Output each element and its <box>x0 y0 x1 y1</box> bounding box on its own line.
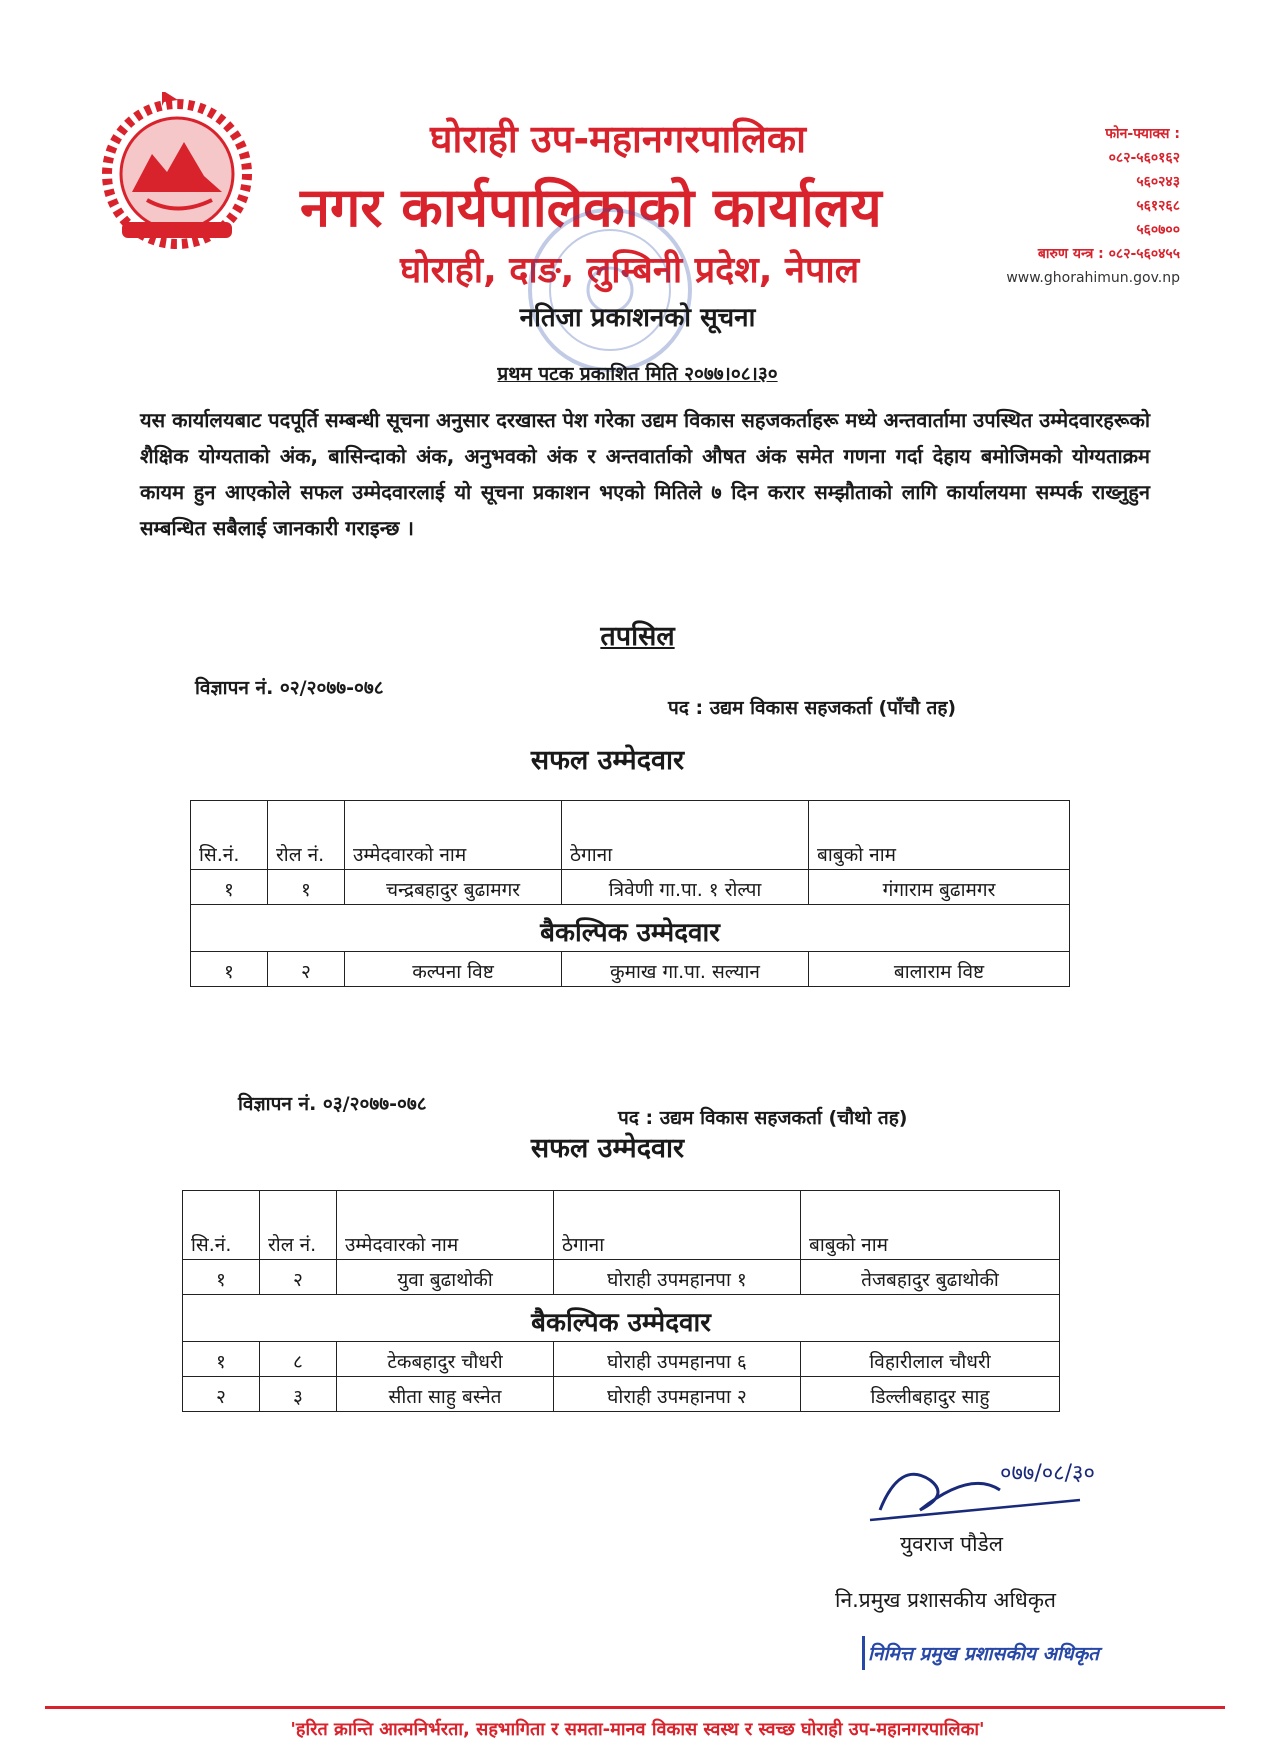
post-title: पद : उद्यम विकास सहजकर्ता (चौथो तह) <box>618 1107 908 1129</box>
successful-heading: सफल उम्मेदवार <box>530 1133 685 1164</box>
published-date <box>0 360 1275 386</box>
footer-slogan: 'हरित क्रान्ति आत्मनिर्भरता, सहभागिता र समता-मानव विकास स्वस्थ र स्वच्छ घोराही उप-महानगरपालिका' <box>290 1719 985 1740</box>
cell-serial: १ <box>183 1342 260 1377</box>
advertisement-number: विज्ञापन नं. ०२/२०७७-०७८ <box>195 677 384 699</box>
signer-title: नि.प्रमुख प्रशासकीय अधिकृत <box>835 1588 1056 1612</box>
published-date-text: प्रथम पटक प्रकाशित मिति २०७७।०८।३० <box>497 363 778 385</box>
cell-father: बालाराम विष्ट <box>809 952 1070 987</box>
successful-heading: सफल उम्मेदवार <box>530 745 685 776</box>
details-heading-text: तपसिल <box>600 621 675 652</box>
table-row <box>183 1260 1060 1295</box>
cell-name: सीता साहु बस्नेत <box>337 1377 554 1412</box>
handwritten-date: ०७७/०८/३० <box>1000 1461 1095 1486</box>
cell-father: गंगाराम बुढामगर <box>809 870 1070 905</box>
results-table <box>190 800 1070 987</box>
col-name: उम्मेदवारको नाम <box>345 801 562 870</box>
footer-divider <box>45 1706 1225 1709</box>
phone-number: ५६०७०० <box>1136 222 1180 238</box>
phone-label: फोन-फ्याक्स : <box>1105 126 1180 142</box>
table-header-row <box>183 1191 1060 1260</box>
table-row <box>191 952 1070 987</box>
nepal-emblem-icon <box>92 92 262 252</box>
cell-name: टेकबहादुर चौधरी <box>337 1342 554 1377</box>
phone-number: ०८२-५६०१६२ <box>1108 150 1180 166</box>
results-table <box>182 1190 1060 1412</box>
cell-name: युवा बुढाथोकी <box>337 1260 554 1295</box>
table-row <box>191 870 1070 905</box>
office-seal-icon <box>520 200 700 380</box>
col-serial: सि.नं. <box>191 801 268 870</box>
col-serial: सि.नं. <box>183 1191 260 1260</box>
col-father: बाबुको नाम <box>801 1191 1060 1260</box>
office-address: घोराही, दाङ, लुम्बिनी प्रदेश, नेपाल <box>400 250 860 291</box>
cell-roll: २ <box>268 952 345 987</box>
advertisement-number: विज्ञापन नं. ०३/२०७७-०७८ <box>238 1093 427 1115</box>
official-stamp: निमित्त प्रमुख प्रशासकीय अधिकृत <box>868 1643 1100 1665</box>
col-father: बाबुको नाम <box>809 801 1070 870</box>
cell-name: कल्पना विष्ट <box>345 952 562 987</box>
alternate-heading: बैकल्पिक उम्मेदवार <box>183 1295 1060 1342</box>
signature-icon <box>860 1440 1120 1530</box>
phone-number: ५६१२६८ <box>1136 198 1180 214</box>
table-row <box>183 1377 1060 1412</box>
cell-serial: २ <box>183 1377 260 1412</box>
table-row <box>183 1342 1060 1377</box>
website-link[interactable]: www.ghorahimun.gov.np <box>1006 270 1180 286</box>
cell-serial: १ <box>191 870 268 905</box>
cell-roll: २ <box>260 1260 337 1295</box>
cell-serial: १ <box>183 1260 260 1295</box>
col-address: ठेगाना <box>554 1191 801 1260</box>
cell-address: कुमाख गा.पा. सल्यान <box>562 952 809 987</box>
table-header-row <box>191 801 1070 870</box>
alternate-heading: बैकल्पिक उम्मेदवार <box>191 905 1070 952</box>
col-address: ठेगाना <box>562 801 809 870</box>
details-heading <box>0 616 1275 653</box>
cell-address: घोराही उपमहानपा २ <box>554 1377 801 1412</box>
col-roll: रोल नं. <box>260 1191 337 1260</box>
cell-father: डिल्लीबहादुर साहु <box>801 1377 1060 1412</box>
notice-title: नतिजा प्रकाशनको सूचना <box>519 303 756 333</box>
signer-name: युवराज पौडेल <box>900 1532 1003 1556</box>
cell-address: त्रिवेणी गा.पा. १ रोल्पा <box>562 870 809 905</box>
alternate-heading-row <box>183 1295 1060 1342</box>
fire-service-number: बारुण यन्त्र : ०८२-५६०४५५ <box>1037 246 1180 262</box>
phone-number: ५६०२४३ <box>1136 174 1180 190</box>
cell-address: घोराही उपमहानपा ६ <box>554 1342 801 1377</box>
col-name: उम्मेदवारको नाम <box>337 1191 554 1260</box>
stamp-bar <box>862 1636 865 1670</box>
notice-body: यस कार्यालयबाट पदपूर्ति सम्बन्धी सूचना अनुसार दरखास्त पेश गरेका उद्यम विकास सहजकर्ताहरू मध्ये अन्तवार्तामा उपस्थित उम्मेदवारहरूको शैक्षिक योग्यताको अंक, बासिन्दाको अंक, अनुभवको अंक र अन्तवार्ताको औषत अंक समेत गणना गर्दा देहाय बमोजिमको योग्यताक्रम कायम हुन आएकोले सफल उम्मेदवारलाई यो सूचना प्रकाशन भएको मितिले ७ दिन करार सम्झौताको लागि कार्यालयमा सम्पर्क राख्नुहुन सम्बन्धित सबैलाई जानकारी गराइन्छ । <box>140 408 1150 540</box>
cell-serial: १ <box>191 952 268 987</box>
municipality-name: घोराही उप-महानगरपालिका <box>430 117 806 161</box>
cell-name: चन्द्रबहादुर बुढामगर <box>345 870 562 905</box>
alternate-heading-row <box>191 905 1070 952</box>
post-title: पद : उद्यम विकास सहजकर्ता (पाँचौ तह) <box>668 697 957 719</box>
cell-address: घोराही उपमहानपा १ <box>554 1260 801 1295</box>
cell-father: तेजबहादुर बुढाथोकी <box>801 1260 1060 1295</box>
cell-father: विहारीलाल चौधरी <box>801 1342 1060 1377</box>
cell-roll: ३ <box>260 1377 337 1412</box>
col-roll: रोल नं. <box>268 801 345 870</box>
cell-roll: १ <box>268 870 345 905</box>
office-name: नगर कार्यपालिकाको कार्यालय <box>300 176 882 239</box>
cell-roll: ८ <box>260 1342 337 1377</box>
contact-block <box>1006 122 1180 290</box>
